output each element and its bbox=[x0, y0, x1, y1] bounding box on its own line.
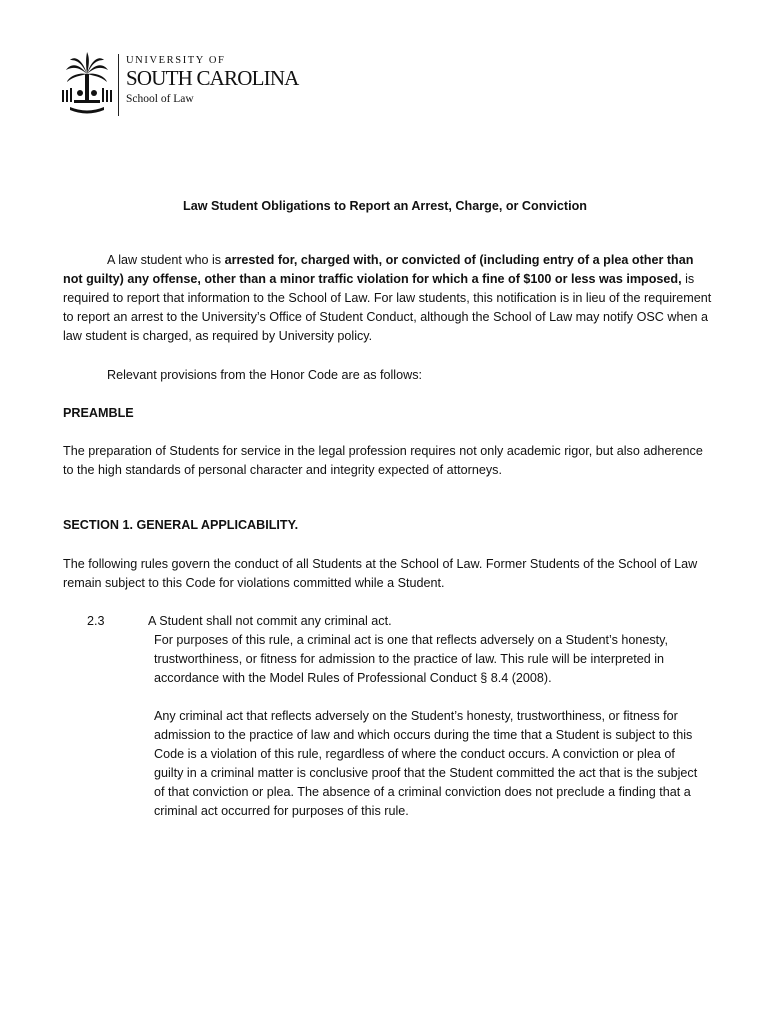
rule-heading: A Student shall not commit any criminal act. bbox=[148, 614, 392, 628]
intro-lead: A law student who is bbox=[107, 253, 225, 267]
logo-university-of: UNIVERSITY OF bbox=[126, 55, 226, 66]
logo-divider bbox=[118, 54, 119, 116]
logo-school-of-law: School of Law bbox=[126, 93, 194, 105]
document-title: Law Student Obligations to Report an Arrest, Charge, or Conviction bbox=[183, 199, 587, 213]
rule-number: 2.3 bbox=[87, 614, 105, 628]
relevant-provisions: Relevant provisions from the Honor Code are as follows: bbox=[107, 368, 422, 382]
logo-south-carolina: SOUTH CAROLINA bbox=[126, 66, 299, 90]
logo-wordmark bbox=[126, 54, 299, 107]
rule-paragraph-1: For purposes of this rule, a criminal act is one that reflects adversely on a Student’s honesty, trustworthiness, or fitness for admission to the practice of law. This rule will be interpreted in accordance with the Model Rules of Professional Conduct § 8.4 (2008). bbox=[154, 633, 669, 685]
rule-paragraph-2: Any criminal act that reflects adversely on the Student’s honesty, trustworthiness, or fitness for admission to the practice of law and which occurs during the time that a Student is subject to this Code is a violation of this rule, regardless of where the conduct occurs. A conviction or plea of guilty in a criminal matter is conclusive proof that the Student committed the act that is the subject of that conviction or plea. The absence of a criminal conviction does not preclude a finding that a criminal act occurred for purposes of this rule. bbox=[154, 709, 698, 818]
section1-heading: SECTION 1. GENERAL APPLICABILITY. bbox=[63, 518, 299, 532]
palmetto-logo-icon bbox=[60, 52, 114, 118]
university-logo bbox=[60, 52, 320, 122]
intro-rest: is required to report that information to the School of Law. For law students, this notification is in lieu of the requirement to report an arrest to the University’s Office of Student Conduct, although the School of Law may notify OSC when a law student is charged, as required by University policy. bbox=[63, 272, 712, 343]
intro-bold: arrested for, charged with, or convicted of (including entry of a plea other than not guilty) any offense, other than a minor traffic violation for which a fine of $100 or less was imposed, bbox=[63, 253, 694, 286]
section1-body: The following rules govern the conduct of all Students at the School of Law. Former Students of the School of Law remain subject to this Code for violations committed while a Student. bbox=[63, 557, 698, 590]
intro-paragraph bbox=[63, 251, 713, 346]
preamble-heading: PREAMBLE bbox=[63, 406, 134, 420]
preamble-body: The preparation of Students for service in the legal profession requires not only academic rigor, but also adherence to the high standards of personal character and integrity expected of attorneys. bbox=[63, 444, 703, 477]
